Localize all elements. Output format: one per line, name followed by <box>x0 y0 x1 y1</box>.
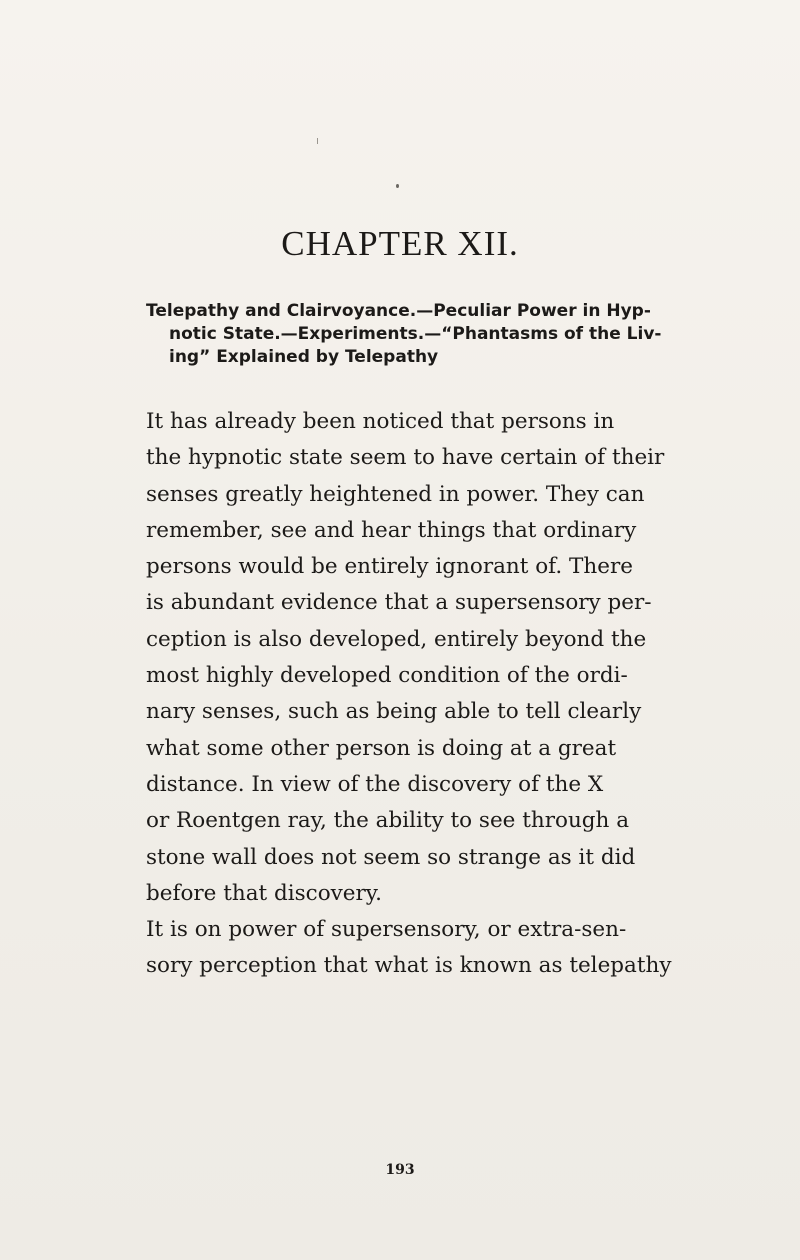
body-line: ception is also developed, entirely beyond the <box>146 626 647 652</box>
body-line: distance. In view of the discovery of the X <box>146 771 604 797</box>
chapter-title: CHAPTER XII. <box>281 224 519 263</box>
page-speck <box>396 184 399 188</box>
body-line: It has already been noticed that persons in <box>146 409 615 434</box>
body-line: persons would be entirely ignorant of. There <box>146 554 633 580</box>
body-line: the hypnotic state seem to have certain of their <box>146 445 665 471</box>
chapter-synopsis <box>146 300 721 369</box>
synopsis-line: ing” Explained by Telepathy <box>169 347 439 367</box>
body-line: sory perception that what is known as telepathy <box>146 953 672 979</box>
body-text <box>146 404 721 985</box>
page-number: 193 <box>385 1162 415 1178</box>
page-speck <box>317 138 318 144</box>
body-line: senses greatly heightened in power. They can <box>146 481 645 507</box>
synopsis-line: notic State.—Experiments.—“Phantasms of the Liv- <box>169 324 662 344</box>
body-line: or Roentgen ray, the ability to see through a <box>146 808 630 834</box>
body-line: remember, see and hear things that ordinary <box>146 517 637 543</box>
synopsis-line: Telepathy and Clairvoyance.—Peculiar Power in Hyp- <box>146 301 651 321</box>
body-line: stone wall does not seem so strange as it did <box>146 844 636 870</box>
body-line: nary senses, such as being able to tell clearly <box>146 699 642 725</box>
body-line: what some other person is doing at a great <box>146 735 617 761</box>
body-line: is abundant evidence that a supersensory per- <box>146 590 652 616</box>
body-line: most highly developed condition of the ordi- <box>146 663 628 689</box>
body-line: It is on power of supersensory, or extra-sen- <box>146 917 627 943</box>
body-line: before that discovery. <box>146 880 382 906</box>
